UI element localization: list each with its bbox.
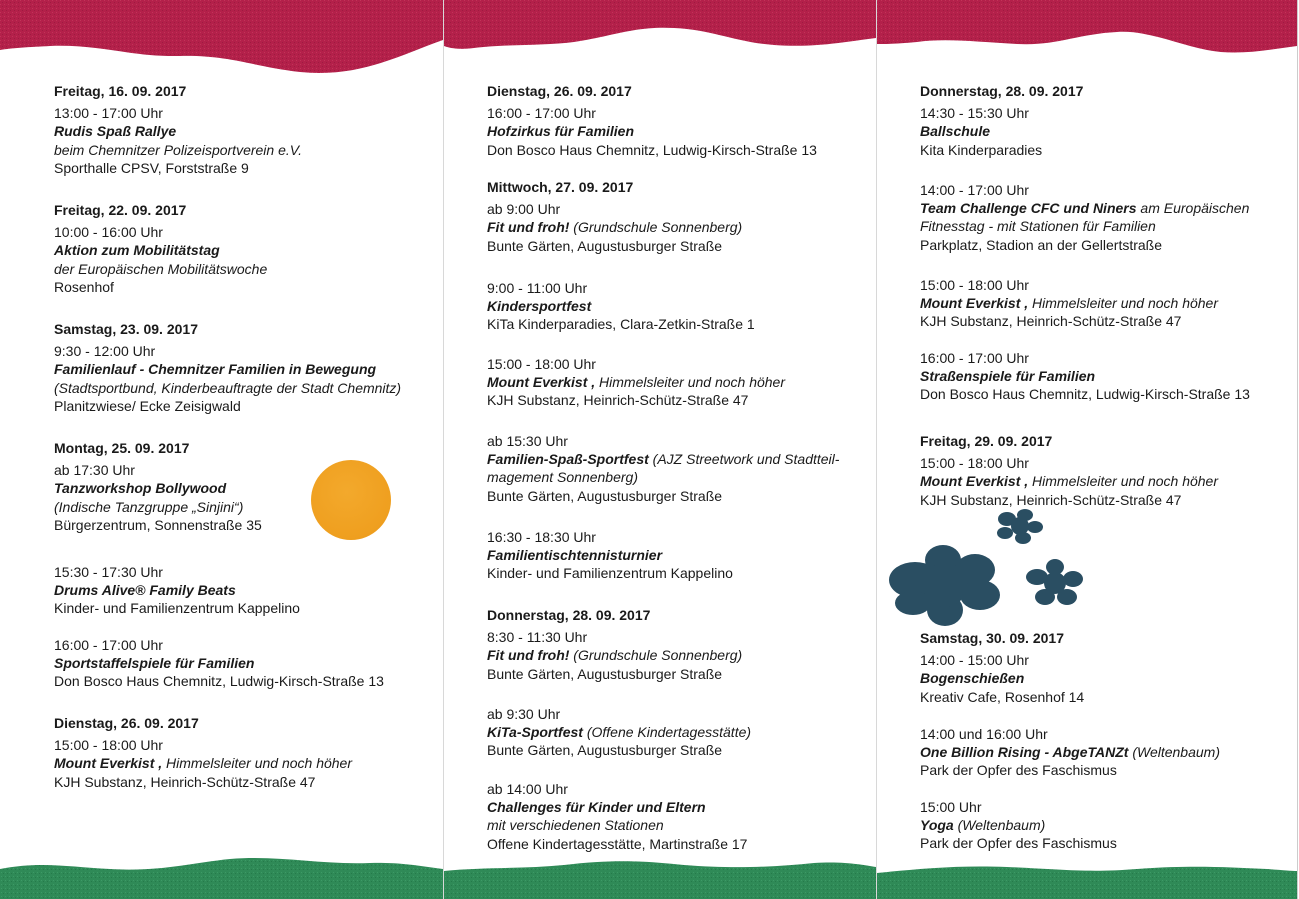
event-title: Sportstaffelspiele für Familien <box>54 655 255 672</box>
event-block <box>54 201 267 296</box>
event-location: Bunte Gärten, Augustusburger Straße <box>487 665 723 682</box>
event-note: magement Sonnenberg) <box>487 469 638 486</box>
top-wave-decoration <box>0 0 443 80</box>
event-time: 14:00 und 16:00 Uhr <box>920 726 1048 742</box>
event-block <box>54 714 352 791</box>
event-location: Kinder- und Familienzentrum Kappelino <box>54 600 300 617</box>
event-block <box>487 705 751 760</box>
event-title-line <box>487 450 839 468</box>
event-time: 14:00 - 15:00 Uhr <box>920 652 1029 669</box>
event-location: KJH Substanz, Heinrich-Schütz-Straße 47 <box>54 773 316 790</box>
event-date: Donnerstag, 28. 09. 2017 <box>920 83 1084 99</box>
event-note: mit verschiedenen Stationen <box>487 817 664 834</box>
event-location: Park der Opfer des Faschismus <box>920 762 1117 779</box>
event-note: (Weltenbaum) <box>1128 744 1220 761</box>
event-title: Kindersportfest <box>487 298 592 315</box>
event-title-line <box>920 199 1249 217</box>
event-title: Challenges für Kinder und Eltern <box>487 799 706 816</box>
event-location: Don Bosco Haus Chemnitz, Ludwig-Kirsch-Straße 13 <box>487 141 817 158</box>
event-time: 14:30 - 15:30 Uhr <box>920 105 1029 122</box>
event-block <box>487 528 733 583</box>
event-title: Mount Everkist , <box>54 755 163 772</box>
event-title: Fit und froh! <box>487 219 570 236</box>
top-wave-decoration <box>877 0 1297 80</box>
event-block <box>920 349 1250 404</box>
event-title: Ballschule <box>920 123 991 140</box>
event-note: (Offene Kindertagesstätte) <box>582 724 752 741</box>
flower-small-right <box>1026 559 1083 605</box>
event-block <box>920 798 1117 853</box>
event-title-line <box>487 723 751 741</box>
event-time: ab 17:30 Uhr <box>54 462 135 479</box>
event-location: Kreativ Cafe, Rosenhof 14 <box>920 688 1085 705</box>
event-block <box>487 355 785 410</box>
event-location: KiTa Kinderparadies, Clara-Zetkin-Straße 1 <box>487 316 755 333</box>
event-block <box>920 725 1220 780</box>
event-location: Don Bosco Haus Chemnitz, Ludwig-Kirsch-Straße 13 <box>54 673 384 690</box>
event-title: Hofzirkus für Familien <box>487 123 635 140</box>
event-note: Himmelsleiter und noch höher <box>595 374 786 391</box>
event-block <box>54 636 384 691</box>
event-location: KJH Substanz, Heinrich-Schütz-Straße 47 <box>920 491 1182 508</box>
event-block <box>487 432 839 505</box>
event-block <box>487 279 755 334</box>
event-note: Himmelsleiter und noch höher <box>1028 473 1219 490</box>
event-date: Freitag, 29. 09. 2017 <box>920 433 1053 449</box>
event-note: der Europäischen Mobilitätswoche <box>54 260 268 277</box>
event-time: 15:00 - 18:00 Uhr <box>920 455 1029 472</box>
event-time: 10:00 - 16:00 Uhr <box>54 224 163 241</box>
event-block <box>920 276 1218 331</box>
event-title: Tanzworkshop Bollywood <box>54 480 227 497</box>
event-location: Parkplatz, Stadion an der Gellertstraße <box>920 236 1163 253</box>
event-note: am Europäischen <box>1136 200 1250 217</box>
event-location: Bunte Gärten, Augustusburger Straße <box>487 237 723 254</box>
event-title: Aktion zum Mobilitätstag <box>54 242 220 259</box>
panel-right <box>877 0 1297 899</box>
event-location: KJH Substanz, Heinrich-Schütz-Straße 47 <box>487 392 749 409</box>
event-date: Donnerstag, 28. 09. 2017 <box>487 607 651 623</box>
event-title-line <box>920 816 1117 834</box>
event-location: Sporthalle CPSV, Forststraße 9 <box>54 159 249 176</box>
event-title: Bogenschießen <box>920 670 1025 687</box>
event-title: KiTa-Sportfest <box>487 724 583 741</box>
event-date: Dienstag, 26. 09. 2017 <box>487 83 632 99</box>
bottom-wave-decoration <box>0 839 443 899</box>
top-wave-decoration <box>444 0 876 80</box>
event-time: 15:00 Uhr <box>920 799 982 815</box>
event-location: Don Bosco Haus Chemnitz, Ludwig-Kirsch-Straße 13 <box>920 386 1250 403</box>
event-title: Yoga <box>920 817 954 834</box>
event-time: ab 14:00 Uhr <box>487 781 568 797</box>
event-title-line <box>920 294 1218 312</box>
event-title: Mount Everkist , <box>920 473 1029 490</box>
event-title: Familientischtennisturnier <box>487 547 663 564</box>
event-title: Straßenspiele für Familien <box>920 368 1096 385</box>
event-block <box>487 780 747 853</box>
event-block <box>920 629 1084 706</box>
event-title: Mount Everkist , <box>487 374 596 391</box>
event-note: (AJZ Streetwork und Stadtteil- <box>648 451 840 468</box>
event-block <box>54 82 302 177</box>
event-block <box>54 439 262 534</box>
event-title: Team Challenge CFC und Niners <box>920 200 1137 217</box>
event-date: Samstag, 23. 09. 2017 <box>54 321 198 337</box>
event-location: Kita Kinderparadies <box>920 141 1043 158</box>
event-title-line <box>920 743 1220 761</box>
event-note: Fitnesstag - mit Stationen für Familien <box>920 218 1156 235</box>
flower-small-top <box>997 509 1043 544</box>
page-edge <box>1297 0 1298 899</box>
panel-middle <box>444 0 876 899</box>
event-date: Freitag, 16. 09. 2017 <box>54 83 187 99</box>
event-time: ab 9:00 Uhr <box>487 201 561 218</box>
panel-left <box>0 0 443 899</box>
event-block <box>920 432 1218 509</box>
event-location: Rosenhof <box>54 278 114 295</box>
event-time: 15:30 - 17:30 Uhr <box>54 564 163 580</box>
event-title-line <box>54 754 352 772</box>
event-date: Mittwoch, 27. 09. 2017 <box>487 179 634 195</box>
event-date: Dienstag, 26. 09. 2017 <box>54 715 199 731</box>
event-time: 16:00 - 17:00 Uhr <box>487 105 596 122</box>
event-note: (Stadtsportbund, Kinderbeauftragte der Stadt Chemnitz) <box>54 379 402 396</box>
event-note: (Grundschule Sonnenberg) <box>569 647 743 664</box>
event-block <box>920 82 1083 159</box>
event-location: Kinder- und Familienzentrum Kappelino <box>487 565 733 582</box>
event-title-line <box>487 646 742 664</box>
event-title: Drums Alive® Family Beats <box>54 582 236 599</box>
event-time: ab 15:30 Uhr <box>487 433 568 449</box>
event-time: 16:00 - 17:00 Uhr <box>920 350 1029 366</box>
event-location: Bürgerzentrum, Sonnenstraße 35 <box>54 516 262 533</box>
event-title-line <box>487 373 785 391</box>
event-note: Himmelsleiter und noch höher <box>162 755 353 772</box>
event-time: 15:00 - 18:00 Uhr <box>920 277 1029 293</box>
event-block <box>487 178 742 255</box>
event-location: Offene Kindertagesstätte, Martinstraße 17 <box>487 835 748 852</box>
event-time: 9:30 - 12:00 Uhr <box>54 343 156 360</box>
sun-decoration <box>311 460 391 540</box>
event-note: (Weltenbaum) <box>953 817 1046 834</box>
event-time: 16:00 - 17:00 Uhr <box>54 637 163 653</box>
event-date: Samstag, 30. 09. 2017 <box>920 630 1064 646</box>
event-block <box>54 320 401 415</box>
event-title: Familien-Spaß-Sportfest <box>487 451 649 468</box>
event-note: (Indische Tanzgruppe „Sinjini“) <box>54 498 244 515</box>
event-date: Freitag, 22. 09. 2017 <box>54 202 187 218</box>
event-title: One Billion Rising - AbgeTANZt <box>920 744 1129 761</box>
event-block <box>54 563 300 618</box>
event-time: 8:30 - 11:30 Uhr <box>487 629 588 646</box>
event-block <box>487 606 742 683</box>
event-time: ab 9:30 Uhr <box>487 706 561 722</box>
event-time: 15:00 - 18:00 Uhr <box>54 737 163 754</box>
event-title: Mount Everkist , <box>920 295 1029 312</box>
event-note: (Grundschule Sonnenberg) <box>569 219 743 236</box>
event-time: 9:00 - 11:00 Uhr <box>487 280 588 296</box>
flower-large <box>889 545 1000 626</box>
event-title: Fit und froh! <box>487 647 570 664</box>
event-note: Himmelsleiter und noch höher <box>1028 295 1219 312</box>
event-time: 16:30 - 18:30 Uhr <box>487 529 596 545</box>
event-note: beim Chemnitzer Polizeisportverein e.V. <box>54 141 302 158</box>
event-location: Planitzwiese/ Ecke Zeisigwald <box>54 397 241 414</box>
event-time: 15:00 - 18:00 Uhr <box>487 356 596 372</box>
event-location: Park der Opfer des Faschismus <box>920 835 1117 852</box>
event-location: Bunte Gärten, Augustusburger Straße <box>487 742 723 759</box>
event-block <box>920 181 1249 254</box>
event-block <box>487 82 817 159</box>
event-title: Rudis Spaß Rallye <box>54 123 177 140</box>
event-time: 14:00 - 17:00 Uhr <box>920 182 1029 198</box>
event-time: 13:00 - 17:00 Uhr <box>54 105 163 122</box>
event-title-line <box>487 218 742 236</box>
flowers-decoration <box>885 505 1095 630</box>
event-title-line <box>920 472 1218 490</box>
event-location: Bunte Gärten, Augustusburger Straße <box>487 487 723 504</box>
event-location: KJH Substanz, Heinrich-Schütz-Straße 47 <box>920 313 1182 330</box>
event-title: Familienlauf - Chemnitzer Familien in Bewegung <box>54 361 377 378</box>
event-date: Montag, 25. 09. 2017 <box>54 440 190 456</box>
